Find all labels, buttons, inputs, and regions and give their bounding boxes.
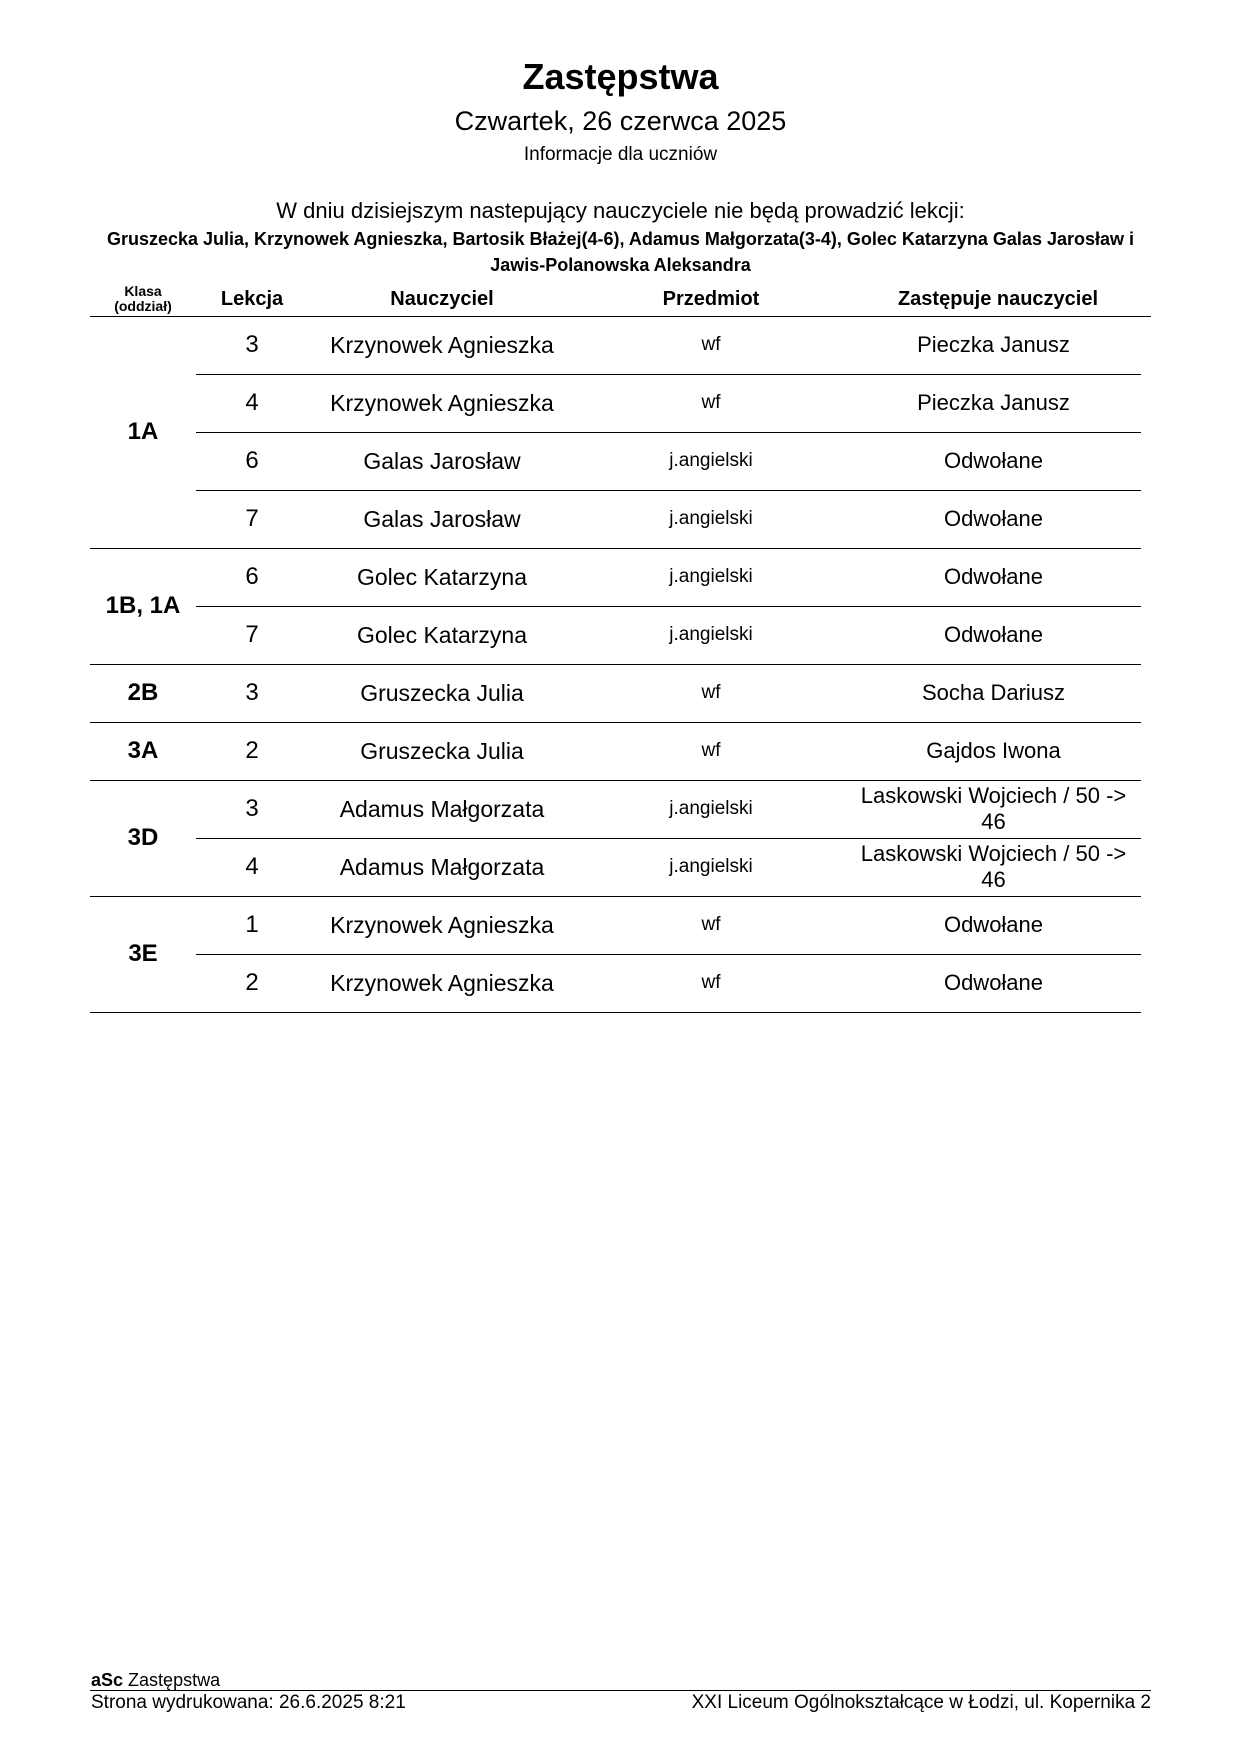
lesson-number-cell <box>196 896 308 954</box>
lesson-number: 6 <box>245 447 259 474</box>
subject-name: j.angielski <box>669 798 753 819</box>
teacher-name: Galas Jarosław <box>363 505 521 532</box>
lesson-number: 3 <box>245 331 259 358</box>
table-row <box>196 490 1141 548</box>
lesson-number: 4 <box>245 389 259 416</box>
column-header-lekcja: Lekcja <box>220 287 284 310</box>
absent-teachers-list: Gruszecka Julia, Krzynowek Agnieszka, Bartosik Błażej(4-6), Adamus Małgorzata(3-4), Golec Katarzyna Galas Jarosław i Jawis-Polanowska Aleksandra <box>106 229 1135 275</box>
subject-name: j.angielski <box>669 450 753 471</box>
subject-name-cell <box>576 896 846 954</box>
teacher-name: Golec Katarzyna <box>356 563 528 590</box>
substitute-teacher-cell <box>846 896 1141 954</box>
teacher-name: Krzynowek Agnieszka <box>330 911 554 938</box>
teacher-name-cell <box>308 664 576 722</box>
subject-name-cell <box>576 780 846 838</box>
subject-name: wf <box>701 972 721 993</box>
substitute-teacher: Gajdos Iwona <box>926 738 1061 763</box>
subject-name: j.angielski <box>669 566 753 587</box>
substitute-teacher-cell <box>846 780 1141 838</box>
teacher-name: Krzynowek Agnieszka <box>330 331 554 358</box>
absent-intro: W dniu dzisiejszym nastepujący nauczyciele nie będą prowadzić lekcji: <box>276 198 965 223</box>
subject-name: wf <box>701 392 721 413</box>
lesson-number-cell <box>196 316 308 374</box>
table-row <box>196 374 1141 432</box>
substitute-teacher: Odwołane <box>943 970 1044 995</box>
table-row <box>196 896 1141 954</box>
class-group-label: 1A <box>127 418 159 445</box>
column-header-przedmiot: Przedmiot <box>662 287 760 310</box>
substitute-teacher: Odwołane <box>943 448 1044 473</box>
substitute-teacher: Odwołane <box>943 912 1044 937</box>
lesson-number: 6 <box>245 563 259 590</box>
subject-name-cell <box>576 838 846 896</box>
teacher-name: Krzynowek Agnieszka <box>330 389 554 416</box>
teacher-name: Krzynowek Agnieszka <box>330 969 554 996</box>
lesson-number: 2 <box>245 969 259 996</box>
substitute-teacher: Odwołane <box>943 564 1044 589</box>
subject-name-cell <box>576 432 846 490</box>
teacher-name-cell <box>308 896 576 954</box>
lesson-number: 7 <box>245 621 259 648</box>
subject-name-cell <box>576 664 846 722</box>
teacher-name-cell <box>308 432 576 490</box>
lesson-number: 1 <box>245 911 259 938</box>
substitute-teacher-cell <box>846 432 1141 490</box>
column-header-nauczyciel: Nauczyciel <box>390 287 494 310</box>
substitute-teacher-cell <box>846 490 1141 548</box>
lesson-number: 3 <box>245 795 259 822</box>
class-group-label: 3A <box>127 737 159 764</box>
table-row <box>196 838 1141 896</box>
class-group-label: 3D <box>127 824 159 851</box>
class-group-label: 1B, 1A <box>105 592 181 619</box>
teacher-name-cell <box>308 722 576 780</box>
substitute-teacher-cell <box>846 316 1141 374</box>
footer-brand-rest: Zastępstwa <box>128 1670 221 1690</box>
lesson-number-cell <box>196 664 308 722</box>
substitute-teacher: Odwołane <box>943 506 1044 531</box>
teacher-name-cell <box>308 606 576 664</box>
teacher-name-cell <box>308 490 576 548</box>
substitute-teacher: Socha Dariusz <box>921 680 1066 705</box>
table-row <box>196 606 1141 664</box>
substitute-teacher-cell <box>846 954 1141 1012</box>
subject-name: j.angielski <box>669 624 753 645</box>
teacher-name-cell <box>308 954 576 1012</box>
table-row <box>196 316 1141 374</box>
substitute-teacher-cell <box>846 374 1141 432</box>
substitute-teacher-cell <box>846 722 1141 780</box>
teacher-name-cell <box>308 838 576 896</box>
teacher-name: Adamus Małgorzata <box>339 795 545 822</box>
lesson-number-cell <box>196 490 308 548</box>
class-group-label: 2B <box>127 679 159 706</box>
class-group-label: 3E <box>128 940 158 967</box>
substitute-teacher: Laskowski Wojciech / 50 -> 46 <box>860 841 1127 892</box>
lesson-number-cell <box>196 780 308 838</box>
substitute-teacher-cell <box>846 548 1141 606</box>
subject-name-cell <box>576 954 846 1012</box>
footer-printed: Strona wydrukowana: 26.6.2025 8:21 <box>91 1692 406 1713</box>
subject-name-cell <box>576 316 846 374</box>
substitute-teacher-cell <box>846 664 1141 722</box>
substitute-teacher-cell <box>846 606 1141 664</box>
lesson-number: 2 <box>245 737 259 764</box>
table-row <box>196 664 1141 722</box>
lesson-number-cell <box>196 838 308 896</box>
subject-name: j.angielski <box>669 508 753 529</box>
subject-name-cell <box>576 606 846 664</box>
footer-divider <box>90 1690 1151 1691</box>
lesson-number: 3 <box>245 679 259 706</box>
footer-school: XXI Liceum Ogólnokształcące w Łodzi, ul. Kopernika 2 <box>691 1692 1151 1713</box>
teacher-name: Gruszecka Julia <box>360 679 524 706</box>
page-title: Zastępstwa <box>522 56 719 97</box>
lesson-number-cell <box>196 548 308 606</box>
teacher-name: Gruszecka Julia <box>360 737 524 764</box>
teacher-name: Adamus Małgorzata <box>339 853 545 880</box>
lesson-number-cell <box>196 722 308 780</box>
table-row <box>196 432 1141 490</box>
subject-name-cell <box>576 490 846 548</box>
teacher-name-cell <box>308 316 576 374</box>
subject-name-cell <box>576 374 846 432</box>
subject-name-cell <box>576 548 846 606</box>
teacher-name-cell <box>308 548 576 606</box>
lesson-number: 7 <box>245 505 259 532</box>
substitute-teacher: Pieczka Janusz <box>917 390 1070 415</box>
table-row <box>196 954 1141 1012</box>
subject-name: wf <box>701 914 721 935</box>
teacher-name: Golec Katarzyna <box>356 621 528 648</box>
column-header-klasa <box>90 282 196 316</box>
subject-name: wf <box>701 682 721 703</box>
page-info: Informacje dla uczniów <box>523 144 718 165</box>
column-header-klasa-line2: (oddział) <box>114 298 172 314</box>
lesson-number-cell <box>196 606 308 664</box>
column-header-zastepuje: Zastępuje nauczyciel <box>897 287 1099 310</box>
subject-name-cell <box>576 722 846 780</box>
teacher-name-cell <box>308 374 576 432</box>
table-row <box>196 780 1141 838</box>
lesson-number-cell <box>196 954 308 1012</box>
substitute-teacher: Pieczka Janusz <box>917 332 1070 357</box>
substitute-teacher-cell <box>846 838 1141 896</box>
teacher-name-cell <box>308 780 576 838</box>
lesson-number: 4 <box>245 853 259 880</box>
subject-name: j.angielski <box>669 856 753 877</box>
teacher-name: Galas Jarosław <box>363 447 521 474</box>
substitute-teacher: Laskowski Wojciech / 50 -> 46 <box>860 783 1127 834</box>
footer-brand-bold: aSc <box>91 1670 124 1690</box>
subject-name: wf <box>701 334 721 355</box>
page-date: Czwartek, 26 czerwca 2025 <box>454 106 787 136</box>
lesson-number-cell <box>196 432 308 490</box>
lesson-number-cell <box>196 374 308 432</box>
substitute-teacher: Odwołane <box>943 622 1044 647</box>
footer-brand <box>91 1670 220 1691</box>
group-divider <box>90 1012 1141 1013</box>
column-header-klasa-line1: Klasa <box>124 283 162 299</box>
table-row <box>196 548 1141 606</box>
table-row <box>196 722 1141 780</box>
subject-name: wf <box>701 740 721 761</box>
